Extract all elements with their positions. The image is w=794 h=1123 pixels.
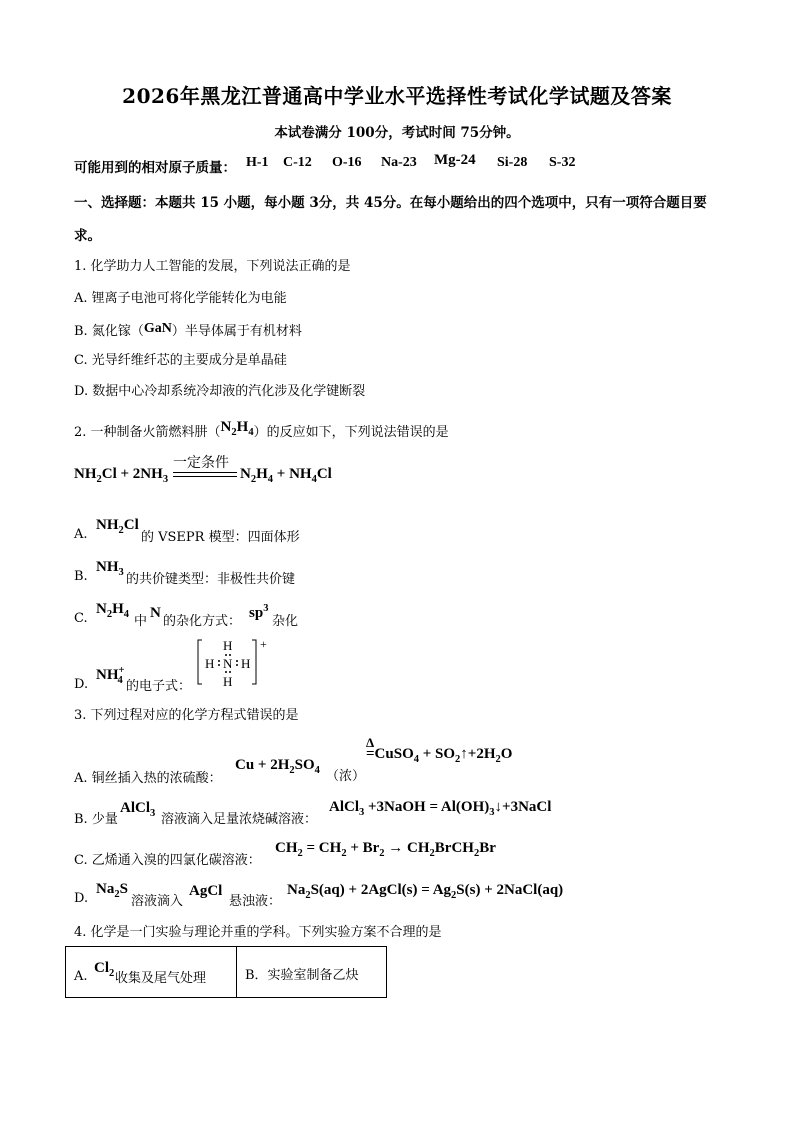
q2-option-d-text: 的电子式： bbox=[126, 679, 192, 694]
q1-option-c: C. 光导纤维纤芯的主要成分是单晶硅 bbox=[74, 353, 287, 368]
q3-option-b-equation: AlCl$_3$ +3NaOH = $Al(OH)_3↓+3NaCl$ bbox=[329, 799, 552, 818]
svg-text:N: N bbox=[223, 656, 233, 671]
q3-option-a-note: （浓） bbox=[326, 769, 366, 784]
svg-text:+: + bbox=[260, 637, 267, 651]
q2-option-c-label: C. bbox=[74, 611, 88, 626]
q2-option-c-hybrid: $sp^3$ bbox=[249, 603, 269, 621]
page-title: 2026年黑龙江普通高中学业水平选择性考试化学试题及答案 bbox=[122, 84, 672, 108]
q3-option-d-label: D. bbox=[74, 891, 89, 906]
atomic-mass-o: O-16 bbox=[332, 155, 362, 170]
q2-option-a-label: A. bbox=[74, 527, 88, 542]
svg-text:H: H bbox=[205, 656, 215, 671]
ammonium-electron-dot-diagram bbox=[196, 636, 274, 692]
atomic-mass-si: Si-28 bbox=[497, 155, 528, 170]
q2-option-b-text: 的共价键类型：非极性共价键 bbox=[126, 572, 296, 587]
question-3-stem: 3. 下列过程对应的化学方程式错误的是 bbox=[74, 708, 299, 723]
q2-option-b-formula: $NH_3$ bbox=[96, 559, 124, 578]
svg-text:H: H bbox=[223, 674, 233, 689]
atomic-mass-s: S-32 bbox=[549, 155, 576, 170]
q2-equation-products: $N_2H_4 + NH_4Cl$ bbox=[240, 466, 332, 485]
q3-option-d-mid2: 悬浊液： bbox=[229, 894, 282, 909]
atomic-mass-label: 可能用到的相对原子质量： bbox=[74, 160, 236, 176]
q3-option-a-text: A. 铜丝插入热的浓硫酸： bbox=[74, 771, 222, 786]
q2-option-c-atom: N bbox=[150, 605, 161, 621]
question-4-stem: 4. 化学是一门实验与理论并重的学科。下列实验方案不合理的是 bbox=[74, 925, 442, 940]
q2-option-c-text2: 杂化 bbox=[272, 614, 299, 629]
q2-equation: $NH_2Cl + 2NH_3$ bbox=[74, 466, 169, 485]
question-2-stem: 2. 一种制备火箭燃料肼$(N_2H_4)$的反应如下，下列说法错误的是 bbox=[74, 419, 449, 440]
q3-option-c-text: C. 乙烯通入溴的四氯化碳溶液： bbox=[74, 853, 261, 868]
q2-option-b-label: B. bbox=[74, 569, 88, 584]
q2-option-c-mid: 中 bbox=[134, 614, 148, 629]
heat-symbol: Δ bbox=[366, 735, 375, 750]
exam-info: 本试卷满分 100分，考试时间 75分钟。 bbox=[274, 125, 520, 141]
q3-option-b-solute: AlCl$_3$ bbox=[120, 800, 156, 819]
q2-option-c-formula: $N_2H_4$ bbox=[96, 601, 130, 620]
q2-option-a-formula: $NH_2Cl$ bbox=[96, 517, 139, 536]
svg-text:H: H bbox=[223, 638, 233, 653]
q2-option-c-text: 的杂化方式： bbox=[163, 614, 242, 629]
q3-option-c-equation: $CH_2 = CH_2 + Br_2$ → $CH_2BrCH_2Br$ bbox=[275, 840, 496, 859]
q3-option-a-reactants: $Cu + 2H_2SO_4$ bbox=[235, 757, 320, 776]
svg-text:H: H bbox=[241, 656, 251, 671]
atomic-mass-c: C-12 bbox=[283, 155, 312, 170]
q4-option-a-formula: $Cl_2$ bbox=[94, 960, 115, 979]
q1-option-d: D. 数据中心冷却系统冷却液的汽化涉及化学键断裂 bbox=[74, 384, 366, 399]
section-heading-cont: 求。 bbox=[74, 228, 101, 244]
q4-option-a-text: 收集及尾气处理 bbox=[115, 971, 207, 986]
q4-option-a-label: A. bbox=[74, 969, 88, 984]
section-heading: 一、选择题：本题共 15 小题，每小题 3分，共 45分。在每小题给出的四个选项中，只有一项符合题目要 bbox=[74, 195, 707, 211]
equation-bar-top bbox=[173, 472, 237, 473]
question-1-stem: 1. 化学助力人工智能的发展，下列说法正确的是 bbox=[74, 259, 351, 274]
q3-option-d-solute: $Na_2S$ bbox=[96, 881, 128, 900]
q2-condition: 一定条件 bbox=[173, 455, 229, 471]
q3-option-a-products: =CuSO$_4$ + $SO_2↑+2H_2O$ bbox=[366, 746, 513, 765]
q3-option-d-reagent: AgCl bbox=[189, 883, 223, 899]
q2-option-d-formula: $NH^+_4$ bbox=[96, 665, 125, 686]
atomic-mass-h: H-1 bbox=[246, 155, 269, 170]
q2-option-a-text: 的 VSEPR 模型：四面体形 bbox=[141, 530, 300, 545]
q1-option-a: A. 锂离子电池可将化学能转化为电能 bbox=[74, 291, 287, 306]
atomic-mass-na: Na-23 bbox=[381, 155, 417, 170]
atomic-mass-mg: Mg-24 bbox=[434, 152, 476, 168]
q2-option-d-label: D. bbox=[74, 677, 89, 692]
q3-option-b-pre: B. 少量 bbox=[74, 812, 118, 827]
q3-option-d-equation: $Na_2S(aq)$ + 2AgCl(s) = $Ag_2S(s)$ + 2NaCl(aq) bbox=[287, 882, 564, 901]
q4-option-b-text: B．实验室制备乙炔 bbox=[245, 968, 359, 983]
equation-bar-bottom bbox=[173, 476, 237, 477]
q3-option-b-mid: 溶液滴入足量浓烧碱溶液： bbox=[161, 812, 318, 827]
q3-option-d-mid1: 溶液滴入 bbox=[131, 894, 184, 909]
q1-option-b: B. 氮化镓（GaN）半导体属于有机材料 bbox=[74, 321, 302, 339]
